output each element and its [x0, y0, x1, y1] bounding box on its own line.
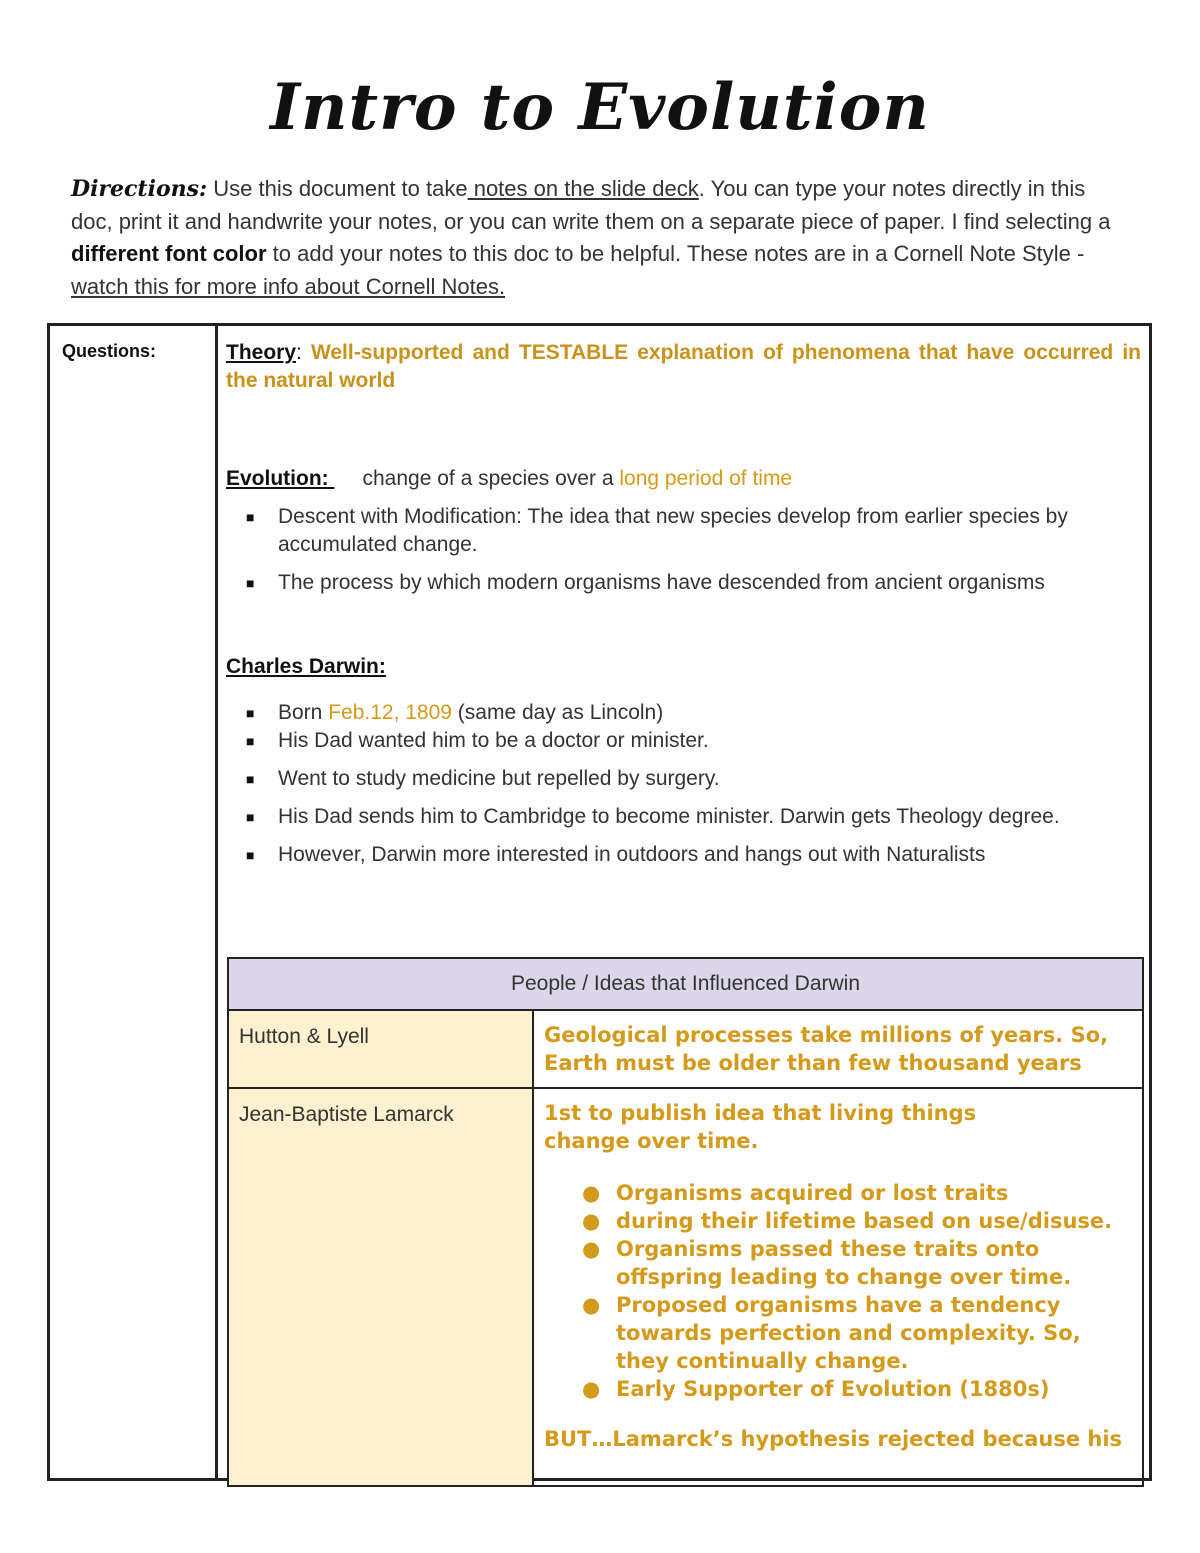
theory-label: Theory [226, 341, 297, 364]
influence-name: Jean-Baptiste Lamarck [228, 1088, 533, 1486]
evolution-label: Evolution: [226, 467, 335, 490]
list-item: ■ However, Darwin more interested in outdoors and hangs out with Naturalists [226, 841, 1141, 869]
darwin-heading: Charles Darwin: [226, 655, 386, 678]
square-bullet-icon: ■ [246, 575, 255, 591]
birth-date: Feb.12, 1809 [328, 701, 452, 724]
theory-colon: : [296, 341, 311, 364]
evolution-definition: change of a species over a [362, 467, 620, 490]
influence-description: 1st to publish idea that living things change over time. ● Organisms acquired or lost traits ● during their lifetime based on use/disuse. ● Organisms passed these traits onto offspring leading to change over time. ● Proposed organisms have a tendency towards perfection and complexity. So, they continually change. ● Early Supporter of Evolution (1880s) BUT…Lamarck’s hypothesis rejected because his [533, 1088, 1143, 1486]
cornell-notes-link[interactable]: watch this for more info about Cornell Notes. [71, 273, 506, 299]
list-item: ■ Went to study medicine but repelled by surgery. [226, 765, 1141, 793]
dot-bullet-icon: ● [582, 1377, 601, 1401]
square-bullet-icon: ■ [246, 705, 255, 721]
directions-label: Directions: [71, 176, 208, 202]
square-bullet-icon: ■ [246, 847, 255, 863]
influence-description: Geological processes take millions of years. So, Earth must be older than few thousand years [533, 1010, 1143, 1088]
dot-bullet-icon: ● [582, 1181, 601, 1205]
list-item: ■ Descent with Modification: The idea that new species develop from earlier species by accumulated change. [246, 505, 1068, 556]
influences-table [227, 957, 1144, 1487]
list-item: ■ His Dad wanted him to be a doctor or minister. [226, 727, 1141, 755]
evolution-bullets [226, 503, 1141, 597]
dot-bullet-icon: ● [582, 1237, 601, 1261]
directions-text-2: . You can type your notes directly in this doc, print it and handwrite your notes, or you can write them on a separate piece of paper. I find selecting a [71, 176, 1111, 234]
list-item: ■ Born Feb.12, 1809 (same day as Lincoln) [226, 699, 1141, 727]
list-item: ● Organisms acquired or lost traits [582, 1181, 1009, 1205]
document-title: Intro to Evolution [270, 70, 930, 145]
dot-bullet-icon: ● [582, 1293, 601, 1317]
evolution-highlight: long period of time [619, 467, 793, 490]
square-bullet-icon: ■ [246, 509, 255, 525]
cornell-notes-table [47, 323, 1152, 1481]
square-bullet-icon: ■ [246, 771, 255, 787]
theory-definition: Well-supported and TESTABLE explanation of phenomena that have occurred in the natural world [226, 341, 1141, 392]
directions-text-3: to add your notes to this doc to be helpful. These notes are in a Cornell Note Style - [266, 241, 1085, 266]
column-divider [215, 326, 218, 1478]
square-bullet-icon: ■ [246, 809, 255, 825]
list-item: ● Organisms passed these traits onto offspring leading to change over time. [582, 1237, 1072, 1289]
list-item: ● during their lifetime based on use/disuse. [582, 1209, 1113, 1233]
dot-bullet-icon: ● [582, 1209, 601, 1233]
square-bullet-icon: ■ [246, 733, 255, 749]
table-row [228, 1010, 1143, 1088]
list-item: ● Early Supporter of Evolution (1880s) [582, 1377, 1050, 1401]
directions-text-1: Use this document to take [207, 176, 468, 201]
influences-header: People / Ideas that Influenced Darwin [228, 958, 1143, 1010]
evolution-note [226, 465, 1141, 493]
list-item: ■ The process by which modern organisms have descended from ancient organisms [226, 569, 1141, 597]
directions-paragraph [71, 173, 1131, 303]
darwin-bullets [226, 699, 1141, 869]
list-item: ■ His Dad sends him to Cambridge to become minister. Darwin gets Theology degree. [226, 803, 1141, 831]
notes-column [226, 339, 1141, 879]
influence-name: Hutton & Lyell [228, 1010, 533, 1088]
list-item: ● Proposed organisms have a tendency towards perfection and complexity. So, they continually change. [582, 1293, 1081, 1373]
directions-bold-text: different font color [71, 241, 267, 266]
lamarck-conclusion: BUT…Lamarck’s hypothesis rejected because his [544, 1427, 1123, 1451]
table-row [228, 1088, 1143, 1486]
slide-deck-link[interactable]: notes on the slide deck [467, 176, 699, 201]
lamarck-points [544, 1179, 1132, 1403]
theory-note [226, 339, 1141, 395]
questions-label: Questions: [62, 341, 157, 361]
